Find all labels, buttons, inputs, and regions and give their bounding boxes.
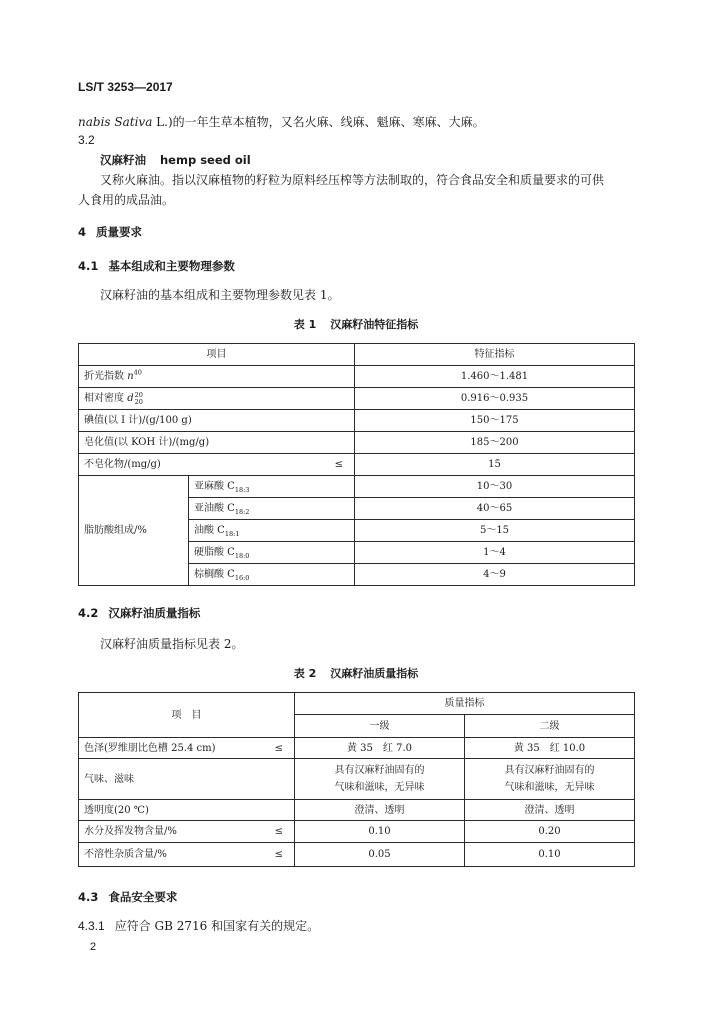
row-value: 15: [355, 454, 635, 476]
doc-code: LS/T 3253—2017: [78, 80, 173, 94]
label-text: 硬脂酸 C: [194, 547, 235, 558]
header-value: 特征指标: [355, 344, 635, 366]
header-grade1: 一级: [295, 715, 465, 738]
grade2-value: 0.20: [465, 821, 635, 843]
label-text: 油酸 C: [194, 525, 225, 536]
value-line: 气味和滋味，无异味: [334, 782, 425, 793]
definition-line-2: 人食用的成品油。: [78, 193, 175, 207]
clause-text: 应符合 GB 2716 和国家有关的规定。: [114, 919, 320, 933]
table-row: [79, 454, 635, 476]
section-title: 食品安全要求: [108, 890, 178, 904]
grade2-value: 0.10: [465, 843, 635, 867]
section-number: 4.2: [78, 606, 99, 620]
label-sup-sub: [135, 392, 143, 405]
fatty-acid-name: [189, 498, 355, 520]
section-heading-4-2: [78, 606, 200, 620]
limit-symbol: ≤: [274, 742, 283, 754]
label-subscript: 18:2: [234, 508, 250, 516]
fatty-acid-name: [189, 520, 355, 542]
page-number: 2: [90, 941, 97, 953]
value-line: 具有汉麻籽油固有的: [504, 765, 595, 776]
row-value: 5～15: [355, 520, 635, 542]
table-row: [79, 476, 635, 498]
section-number: 4.3: [78, 890, 99, 904]
label-text: 色泽(罗维朋比色槽 25.4 cm): [84, 742, 216, 754]
label-text: 不溶性杂质含量/%: [84, 849, 167, 860]
grade1-value: 澄清、透明: [295, 800, 465, 821]
label-subscript: 18:3: [234, 486, 250, 494]
fatty-acid-name: [189, 476, 355, 498]
grade2-value: 澄清、透明: [465, 800, 635, 821]
term-zh: 汉麻籽油: [100, 153, 146, 167]
value-line: 具有汉麻籽油固有的: [334, 765, 425, 776]
clause-number: 4.3.1: [78, 919, 105, 933]
fatty-acid-name: [189, 564, 355, 586]
caption-title: 汉麻籽油质量指标: [330, 667, 419, 680]
latin-name: nabis Sativa: [78, 115, 153, 129]
section-heading-4: [78, 225, 142, 239]
table-row: [79, 843, 635, 867]
grade1-value: 黄 35 红 7.0: [295, 738, 465, 759]
row-label: 气味、滋味: [79, 759, 295, 800]
row-label: [79, 843, 295, 867]
paragraph-3-1-continuation: [78, 115, 485, 129]
row-label: [79, 738, 295, 759]
section-title: 基本组成和主要物理参数: [108, 259, 235, 273]
header-quality: 质量指标: [295, 693, 635, 715]
paragraph-text: L.)的一年生草本植物，又名火麻、线麻、魁麻、寒麻、大麻。: [152, 115, 485, 129]
section-heading-4-3: [78, 890, 177, 904]
section-4-2-text: 汉麻籽油质量指标见表 2。: [100, 637, 244, 651]
table1: [78, 343, 635, 586]
label-text: 棕榈酸 C: [194, 569, 235, 580]
table-row: [79, 800, 635, 821]
label-text: 相对密度: [84, 393, 128, 404]
definition-line-1: 又称火麻油。指以汉麻植物的籽粒为原料经压榨等方法制取的，符合食品安全和质量要求的可供: [100, 173, 605, 187]
section-title: 汉麻籽油质量指标: [108, 606, 201, 620]
row-value: 150～175: [355, 410, 635, 432]
fatty-acid-group-label: 脂肪酸组成/%: [79, 476, 189, 586]
row-label: [79, 454, 355, 476]
limit-symbol: ≤: [274, 826, 283, 837]
label-subscript: 20: [134, 397, 143, 406]
row-value: 0.916～0.935: [355, 388, 635, 410]
limit-symbol: ≤: [334, 459, 343, 470]
caption-number: 表 2: [293, 667, 317, 680]
grade1-value: [295, 759, 465, 800]
section-heading-4-1: [78, 259, 235, 273]
label-superscript: 20: [134, 391, 143, 399]
section-title: 质量要求: [96, 225, 143, 239]
table-header-row: [79, 693, 635, 715]
clause-4-3-1: [78, 919, 319, 933]
row-value: 1.460～1.481: [355, 366, 635, 388]
header-grade2: 二级: [465, 715, 635, 738]
section-number: 4: [78, 225, 87, 239]
table1-caption: [78, 318, 634, 332]
row-label: 皂化值(以 KOH 计)/(mg/g): [79, 432, 355, 454]
label-text: 折光指数: [84, 371, 128, 382]
row-value: 1～4: [355, 542, 635, 564]
label-text: 水分及挥发物含量/%: [84, 826, 177, 837]
label-text: 亚油酸 C: [194, 503, 235, 514]
caption-title: 汉麻籽油特征指标: [330, 318, 419, 331]
table-header-row: [79, 344, 635, 366]
row-value: 185～200: [355, 432, 635, 454]
label-text: 亚麻酸 C: [194, 481, 235, 492]
row-label: 透明度(20 ℃): [79, 800, 295, 821]
fatty-acid-name: [189, 542, 355, 564]
grade2-value: [465, 759, 635, 800]
grade2-value: 黄 35 红 10.0: [465, 738, 635, 759]
row-value: 40～65: [355, 498, 635, 520]
row-label: [79, 388, 355, 410]
header-item: 项 目: [79, 693, 295, 738]
term-heading: [100, 153, 251, 167]
table-row: [79, 759, 635, 800]
label-subscript: 18:0: [234, 552, 250, 560]
limit-symbol: ≤: [274, 849, 283, 860]
section-4-1-text: 汉麻籽油的基本组成和主要物理参数见表 1。: [100, 288, 340, 302]
label-variable: d: [127, 393, 134, 404]
table2-caption: [78, 667, 634, 681]
term-en: hemp seed oil: [160, 153, 251, 167]
row-value: 4～9: [355, 564, 635, 586]
table-row: [79, 738, 635, 759]
row-value: 10～30: [355, 476, 635, 498]
table-row: [79, 432, 635, 454]
caption-number: 表 1: [293, 318, 317, 331]
row-label: 碘值(以 I 计)/(g/100 g): [79, 410, 355, 432]
table-row: [79, 821, 635, 843]
clause-number-3-2: 3.2: [78, 133, 95, 147]
label-variable: n: [127, 371, 134, 382]
table-row: [79, 410, 635, 432]
section-number: 4.1: [78, 259, 99, 273]
grade1-value: 0.10: [295, 821, 465, 843]
label-text: 不皂化物/(mg/g): [84, 459, 161, 470]
table-row: [79, 388, 635, 410]
grade1-value: 0.05: [295, 843, 465, 867]
row-label: [79, 366, 355, 388]
table-row: [79, 366, 635, 388]
label-subscript: 18:1: [224, 530, 240, 538]
label-subscript: 16:0: [234, 574, 250, 582]
label-superscript: 40: [133, 368, 142, 377]
row-label: [79, 821, 295, 843]
header-item: 项目: [79, 344, 355, 366]
table2: [78, 692, 635, 867]
value-line: 气味和滋味，无异味: [504, 782, 595, 793]
